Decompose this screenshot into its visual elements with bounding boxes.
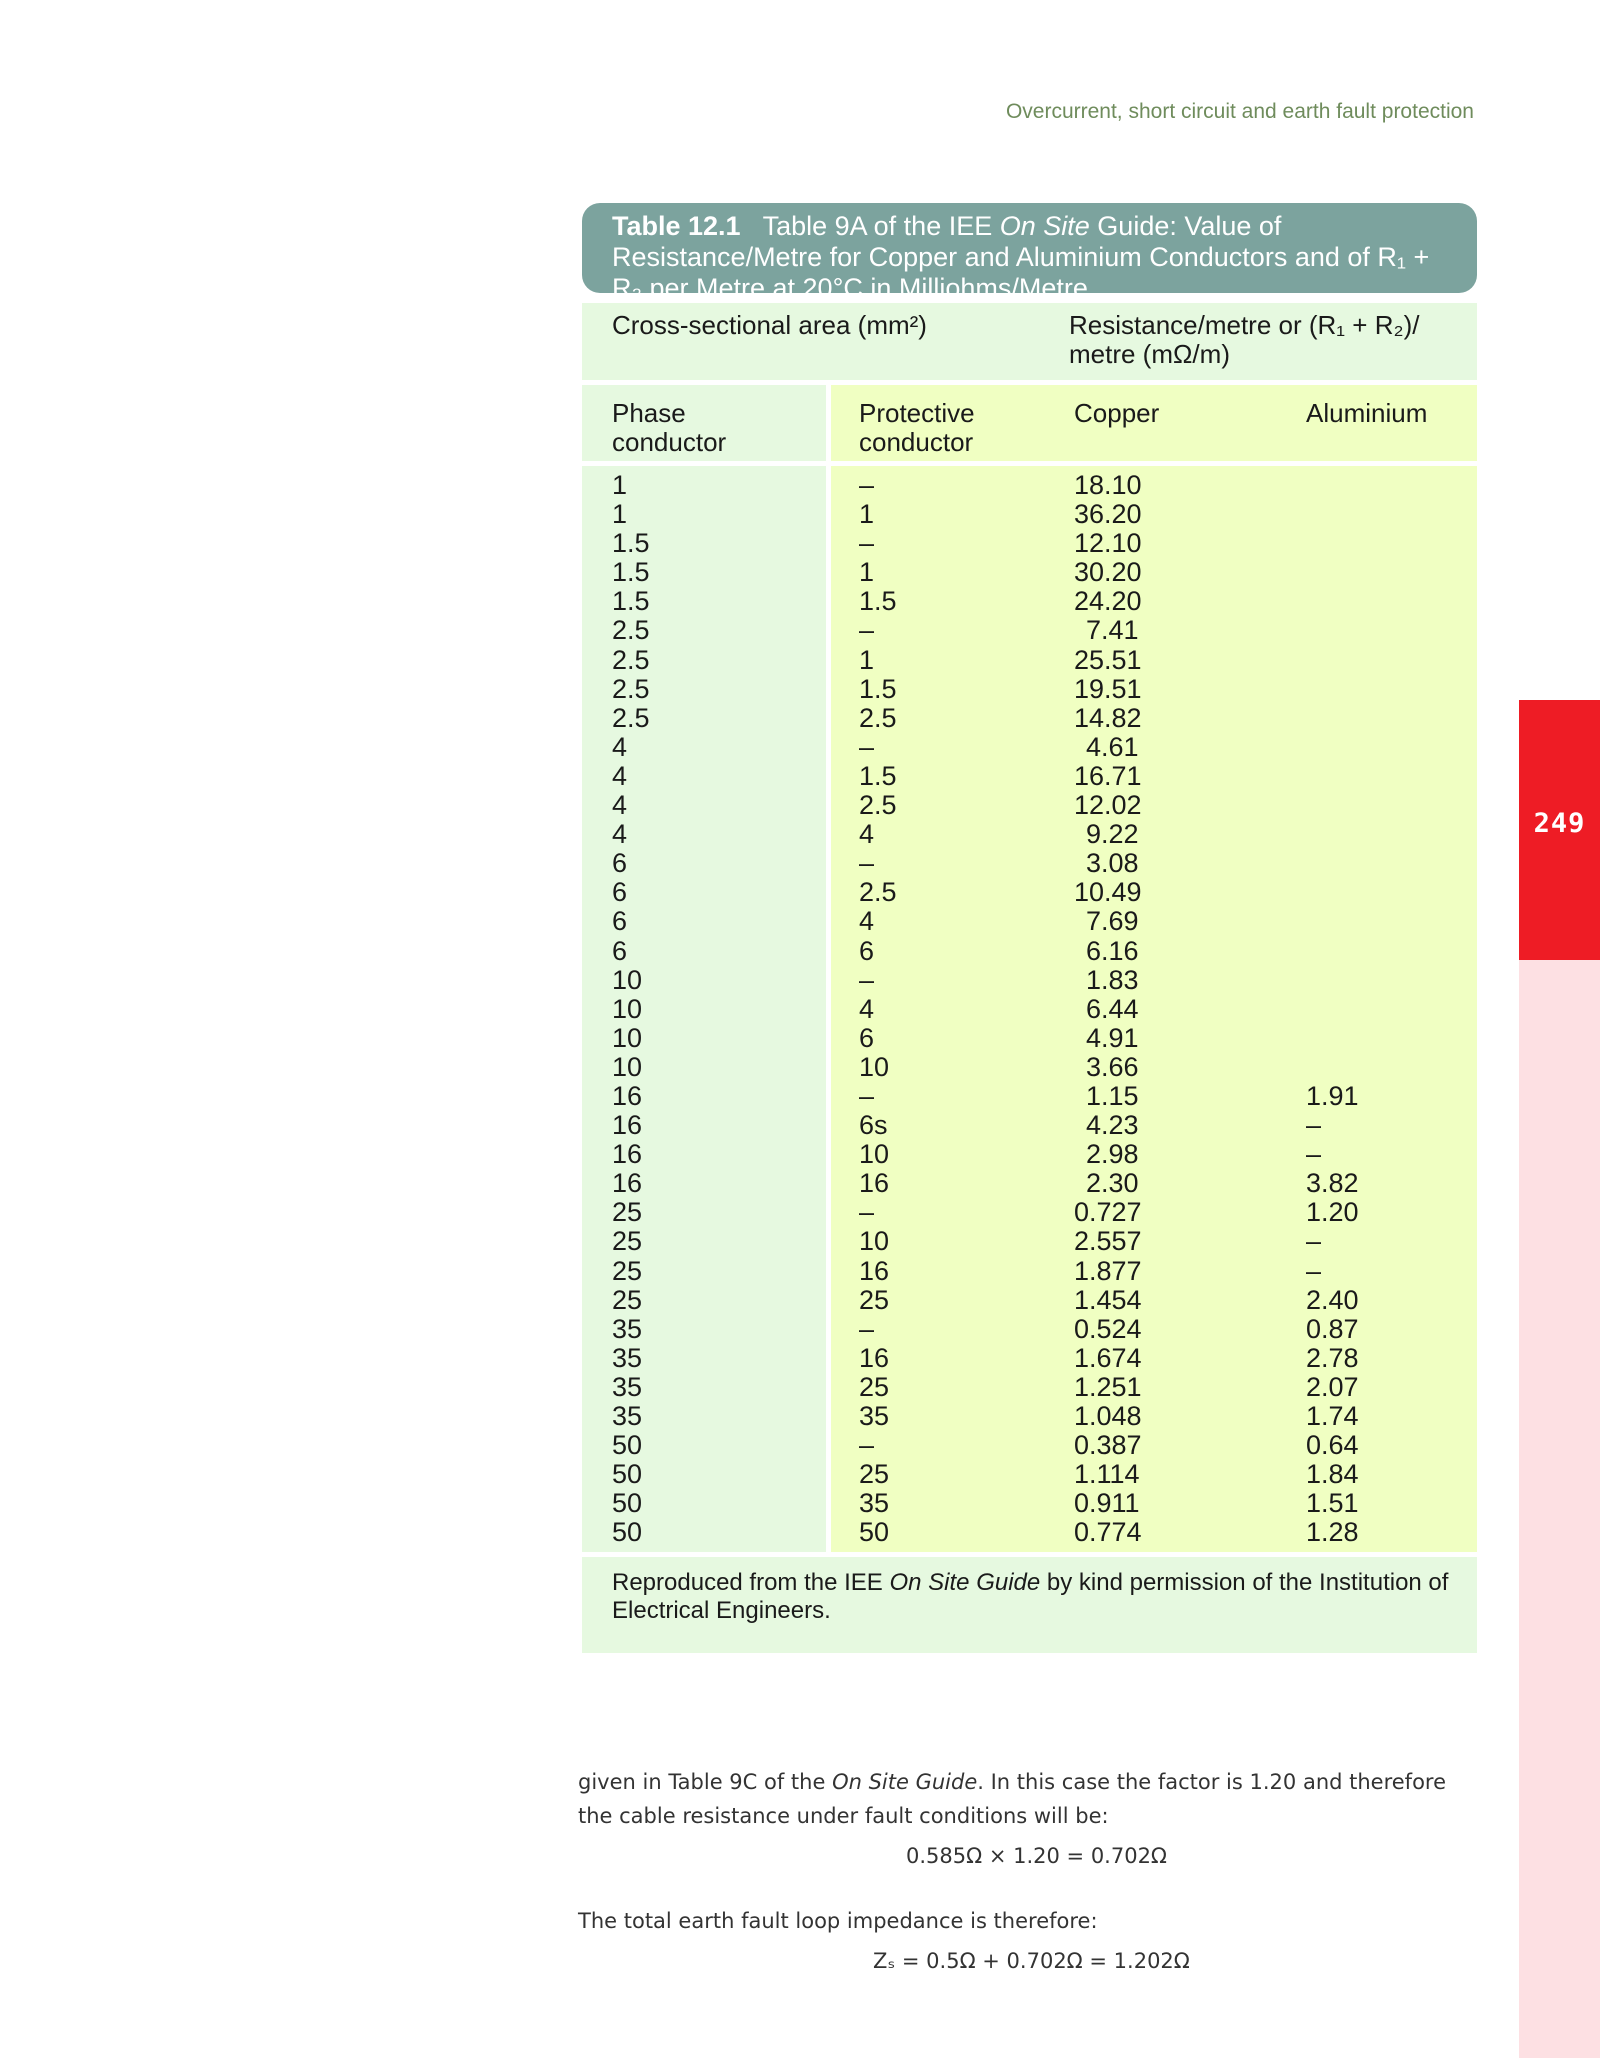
header-aluminium: Aluminium — [1306, 398, 1428, 428]
copper-cell: 6.16 — [1086, 935, 1139, 966]
side-strip — [1519, 960, 1600, 2058]
protective-cell: 1 — [859, 557, 875, 588]
phase-cell: 4 — [612, 790, 628, 821]
body-paragraph-1 — [578, 1765, 1478, 1833]
phase-cell: 4 — [612, 819, 628, 850]
phase-cell: 10 — [612, 1051, 643, 1082]
aluminium-cell: 2.07 — [1306, 1371, 1359, 1402]
aluminium-cell — [1306, 587, 1477, 616]
running-head: Overcurrent, short circuit and earth fault protection — [1005, 100, 1474, 123]
aluminium-cell: 2.78 — [1306, 1342, 1359, 1373]
para1-italic: On Site Guide — [832, 1770, 978, 1794]
copper-cell: 4.61 — [1086, 731, 1139, 762]
para1-post: . In this case the factor is 1.20 and therefore the cable resistance under fault conditions will be: — [578, 1770, 1447, 1828]
phase-cell: 2.5 — [612, 673, 650, 704]
aluminium-cell: – — [1306, 1110, 1322, 1141]
protective-cell: 35 — [859, 1401, 890, 1431]
header-area-cell — [582, 303, 1069, 380]
protective-cell: 6 — [859, 1022, 875, 1053]
copper-cell: 3.08 — [1086, 848, 1139, 879]
aluminium-cell: 0.87 — [1306, 1313, 1359, 1344]
aluminium-cell — [1306, 966, 1477, 995]
copper-cell: 1.048 — [1074, 1401, 1142, 1431]
protective-cell: 2.5 — [859, 702, 897, 733]
copper-cell: 7.69 — [1086, 906, 1139, 937]
copper-cell: 25.51 — [1074, 644, 1142, 675]
copper-cell: 4.23 — [1086, 1110, 1139, 1141]
copper-cell: 0.774 — [1074, 1517, 1142, 1548]
protective-cell: 10 — [859, 1139, 890, 1170]
protective-cell: 16 — [859, 1342, 890, 1373]
phase-cell: 25 — [612, 1284, 643, 1315]
aluminium-cell — [1306, 675, 1477, 704]
copper-cell: 4.91 — [1086, 1022, 1139, 1053]
phase-cell: 35 — [612, 1371, 643, 1402]
aluminium-cell — [1306, 849, 1477, 878]
header-phase-line2: conductor — [612, 427, 727, 457]
phase-cell: 10 — [612, 993, 643, 1024]
header-protective-cell — [831, 385, 1074, 461]
copper-cell: 2.98 — [1086, 1139, 1139, 1170]
copper-cell: 0.727 — [1074, 1197, 1142, 1228]
phase-cell: 1.5 — [612, 557, 650, 588]
equation-2: Zₛ = 0.5Ω + 0.702Ω = 1.202Ω — [873, 1949, 1190, 1973]
phase-cell: 2.5 — [612, 702, 650, 733]
phase-cell: 35 — [612, 1401, 643, 1431]
aluminium-cell — [1306, 820, 1477, 849]
protective-cell: 25 — [859, 1459, 890, 1490]
table-caption — [582, 203, 1477, 303]
protective-cell: – — [859, 1080, 875, 1111]
aluminium-column — [1306, 466, 1477, 1552]
caption-text-pre: Table 9A of the IEE — [762, 211, 1000, 241]
protective-cell: 4 — [859, 906, 875, 937]
protective-cell: 4 — [859, 819, 875, 850]
copper-cell: 3.66 — [1086, 1051, 1139, 1082]
aluminium-cell — [1306, 471, 1477, 500]
aluminium-cell — [1306, 791, 1477, 820]
protective-cell: 1.5 — [859, 586, 897, 617]
copper-cell: 12.10 — [1074, 528, 1142, 559]
header-resistance-cell — [1069, 303, 1477, 380]
aluminium-cell: – — [1306, 1255, 1322, 1286]
copper-cell: 0.524 — [1074, 1313, 1142, 1344]
aluminium-cell: 1.51 — [1306, 1488, 1359, 1519]
aluminium-cell: 0.64 — [1306, 1430, 1359, 1461]
header-phase-line1: Phase — [612, 398, 686, 428]
table-body — [582, 466, 1477, 1552]
protective-cell: 1.5 — [859, 760, 897, 791]
copper-cell: 24.20 — [1074, 586, 1142, 617]
protective-cell: 16 — [859, 1168, 890, 1199]
header-area: Cross-sectional area (mm²) — [612, 310, 927, 340]
aluminium-cell: – — [1306, 1139, 1322, 1170]
phase-cell: 50 — [612, 1488, 643, 1519]
protective-cell: 50 — [859, 1517, 890, 1548]
copper-cell: 6.44 — [1086, 993, 1139, 1024]
copper-cell: 1.877 — [1074, 1255, 1142, 1286]
copper-cell: 7.41 — [1086, 615, 1139, 646]
copper-cell: 2.557 — [1074, 1226, 1142, 1257]
phase-cell: 10 — [612, 964, 643, 995]
aluminium-cell — [1306, 937, 1477, 966]
body-paragraph-2: The total earth fault loop impedance is therefore: — [578, 1909, 1098, 1933]
aluminium-cell: 1.74 — [1306, 1401, 1359, 1431]
resistance-table — [582, 203, 1477, 1653]
copper-cell: 19.51 — [1074, 673, 1142, 704]
aluminium-cell — [1306, 704, 1477, 733]
phase-cell: 16 — [612, 1139, 643, 1170]
copper-cell: 0.911 — [1074, 1488, 1140, 1519]
protective-cell: 35 — [859, 1488, 890, 1519]
copper-cell: 1.454 — [1074, 1284, 1142, 1315]
aluminium-cell — [1306, 558, 1477, 587]
phase-cell: 16 — [612, 1168, 643, 1199]
copper-column — [1074, 466, 1306, 1552]
para1-pre: given in Table 9C of the — [578, 1770, 833, 1794]
aluminium-cell — [1306, 1053, 1477, 1082]
protective-cell: – — [859, 1430, 875, 1461]
protective-cell: 25 — [859, 1371, 890, 1402]
phase-cell: 6 — [612, 877, 628, 908]
aluminium-cell — [1306, 733, 1477, 762]
aluminium-cell: 3.82 — [1306, 1168, 1359, 1199]
copper-cell: 1.114 — [1074, 1459, 1140, 1490]
phase-cell: 6 — [612, 906, 628, 937]
note-pre: Reproduced from the IEE — [612, 1569, 890, 1596]
page-number: 249 — [1533, 808, 1586, 839]
header-phase-cell — [582, 385, 826, 461]
protective-cell: 10 — [859, 1051, 890, 1082]
aluminium-cell: 2.40 — [1306, 1284, 1359, 1315]
phase-cell: 6 — [612, 848, 628, 879]
phase-cell: 16 — [612, 1080, 643, 1111]
aluminium-cell: 1.91 — [1306, 1080, 1359, 1111]
copper-cell: 36.20 — [1074, 499, 1142, 530]
phase-cell: 4 — [612, 731, 628, 762]
protective-cell: 2.5 — [859, 790, 897, 821]
equation-1: 0.585Ω × 1.20 = 0.702Ω — [906, 1844, 1167, 1868]
aluminium-cell — [1306, 616, 1477, 645]
aluminium-cell: 1.20 — [1306, 1197, 1359, 1228]
copper-cell: 18.10 — [1074, 470, 1142, 500]
phase-cell: 1.5 — [612, 528, 650, 559]
phase-cell: 2.5 — [612, 615, 650, 646]
aluminium-cell: – — [1306, 1226, 1322, 1257]
phase-cell: 10 — [612, 1022, 643, 1053]
header-row-1 — [582, 303, 1477, 380]
phase-cell: 50 — [612, 1517, 643, 1548]
protective-cell: 6 — [859, 935, 875, 966]
copper-cell: 1.83 — [1086, 964, 1139, 995]
header-protective-line1: Protective — [859, 398, 975, 428]
protective-cell: – — [859, 731, 875, 762]
phase-cell: 1 — [612, 470, 628, 500]
phase-cell: 4 — [612, 760, 628, 791]
note-post: by kind permission of the Institution of Electrical Engineers. — [612, 1569, 1449, 1624]
protective-cell: 6s — [859, 1110, 888, 1141]
copper-cell: 16.71 — [1074, 760, 1142, 791]
copper-cell: 1.251 — [1074, 1371, 1142, 1402]
protective-cell: – — [859, 1197, 875, 1228]
copper-cell: 1.15 — [1086, 1080, 1139, 1111]
header-resistance-line1: Resistance/metre or (R₁ + R₂)/ — [1069, 310, 1420, 340]
header-copper-cell — [1074, 385, 1306, 461]
protective-cell: 10 — [859, 1226, 890, 1257]
table-label: Table 12.1 — [612, 211, 741, 241]
header-protective-line2: conductor — [859, 427, 974, 457]
protective-cell: – — [859, 1313, 875, 1344]
table-note — [582, 1557, 1477, 1653]
caption-text-italic: On Site — [999, 211, 1090, 241]
phase-cell: 1 — [612, 499, 628, 530]
protective-cell: – — [859, 848, 875, 879]
phase-cell: 25 — [612, 1255, 643, 1286]
aluminium-cell — [1306, 646, 1477, 675]
phase-cell: 35 — [612, 1313, 643, 1344]
phase-cell: 16 — [612, 1110, 643, 1141]
protective-cell: – — [859, 964, 875, 995]
aluminium-cell — [1306, 1024, 1477, 1053]
phase-column — [582, 466, 826, 1552]
copper-cell: 9.22 — [1086, 819, 1139, 850]
copper-cell: 2.30 — [1086, 1168, 1139, 1199]
aluminium-cell — [1306, 500, 1477, 529]
phase-cell: 25 — [612, 1197, 643, 1228]
aluminium-cell — [1306, 762, 1477, 791]
protective-cell: 1.5 — [859, 673, 897, 704]
protective-column — [831, 466, 1074, 1552]
header-aluminium-cell — [1306, 385, 1477, 461]
protective-cell: – — [859, 470, 875, 500]
protective-cell: 1 — [859, 499, 875, 530]
copper-cell: 12.02 — [1074, 790, 1142, 821]
aluminium-cell: 1.28 — [1306, 1517, 1359, 1548]
phase-cell: 1.5 — [612, 586, 650, 617]
aluminium-cell: 1.84 — [1306, 1459, 1359, 1490]
header-copper: Copper — [1074, 398, 1160, 428]
phase-cell: 50 — [612, 1459, 643, 1490]
protective-cell: 25 — [859, 1284, 890, 1315]
copper-cell: 0.387 — [1074, 1430, 1142, 1461]
phase-cell: 2.5 — [612, 644, 650, 675]
note-italic: On Site Guide — [889, 1569, 1041, 1596]
caption-text-post: Guide: Value of Resistance/Metre for Copper and Aluminium Conductors and of R₁ + R₂ per Metre at 20°C in Milliohms/Metre — [612, 211, 1430, 303]
protective-cell: – — [859, 615, 875, 646]
copper-cell: 10.49 — [1074, 877, 1142, 908]
protective-cell: 4 — [859, 993, 875, 1024]
aluminium-cell — [1306, 878, 1477, 907]
copper-cell: 14.82 — [1074, 702, 1142, 733]
copper-cell: 30.20 — [1074, 557, 1142, 588]
phase-cell: 25 — [612, 1226, 643, 1257]
aluminium-cell — [1306, 907, 1477, 936]
aluminium-cell — [1306, 529, 1477, 558]
copper-cell: 1.674 — [1074, 1342, 1142, 1373]
phase-cell: 35 — [612, 1342, 643, 1373]
protective-cell: 16 — [859, 1255, 890, 1286]
aluminium-cell — [1306, 995, 1477, 1024]
header-resistance-line2: metre (mΩ/m) — [1069, 339, 1230, 369]
protective-cell: – — [859, 528, 875, 559]
header-row-2 — [582, 385, 1477, 461]
phase-cell: 50 — [612, 1430, 643, 1461]
phase-cell: 6 — [612, 935, 628, 966]
protective-cell: 2.5 — [859, 877, 897, 908]
protective-cell: 1 — [859, 644, 875, 675]
